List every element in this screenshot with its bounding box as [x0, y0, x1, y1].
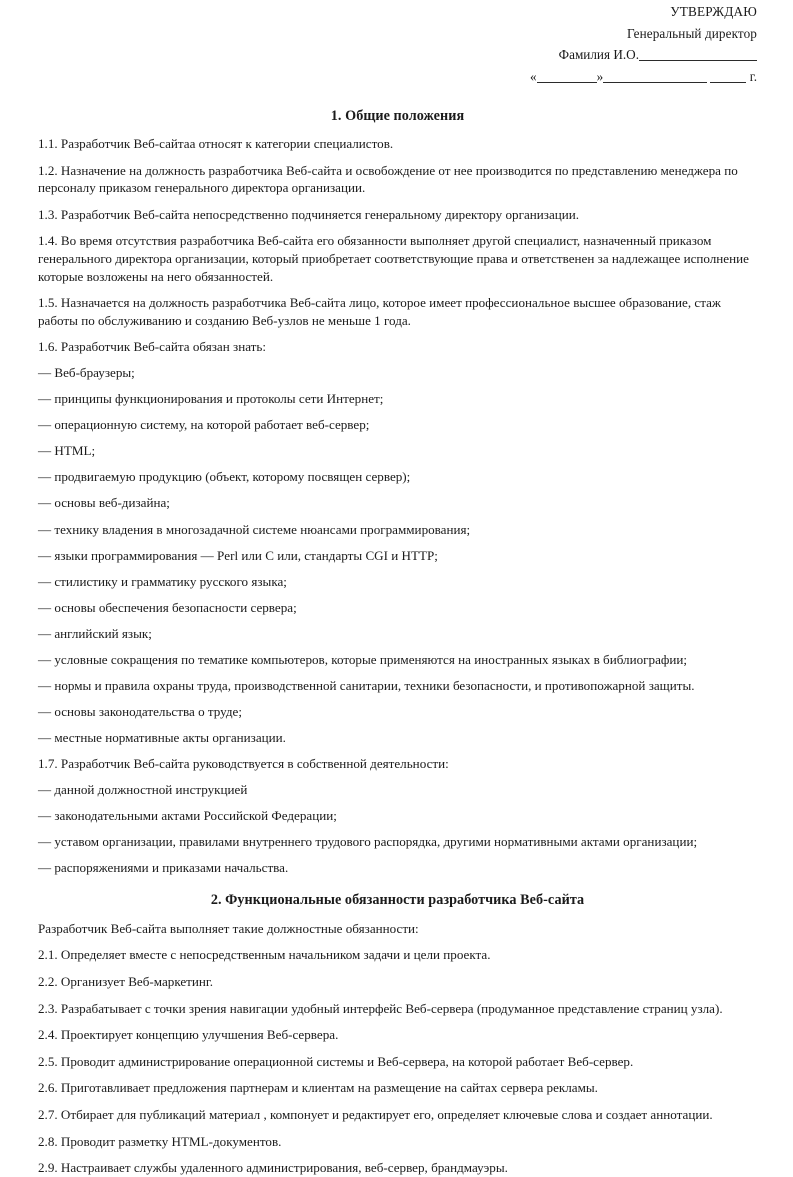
approval-title: УТВЕРЖДАЮ	[670, 4, 757, 19]
list-item: — операционную систему, на которой работает веб-сервер;	[38, 417, 370, 433]
list-item: — основы веб-дизайна;	[38, 495, 170, 511]
paragraph-1-1: 1.1. Разработчик Веб-сайтаа относят к категории специалистов.	[38, 136, 394, 151]
section-2-heading: 2. Функциональные обязанности разработчика Веб-сайта	[210, 891, 585, 908]
duty-item: 2.8. Проводит разметку HTML-документов.	[38, 1133, 282, 1149]
list-item: — местные нормативные акты организации.	[38, 730, 286, 746]
duty-item: 2.9. Настраивает службы удаленного администрирования, веб-сервер, брандмауэры.	[38, 1160, 508, 1176]
duties-list	[38, 946, 757, 1176]
paragraph-1-7: 1.7. Разработчик Веб-сайта руководствуется в собственной деятельности:	[38, 756, 449, 772]
section-2	[38, 891, 757, 909]
approval-name-label: Фамилия И.О.	[558, 47, 639, 62]
duty-item: 2.4. Проектирует концепцию улучшения Веб-сервера.	[38, 1027, 339, 1043]
list-item: — языки программирования — Perl или C или, стандарты CGI и HTTP;	[38, 547, 438, 563]
paragraph-1-2: 1.2. Назначение на должность разработчика Веб-сайта и освобождение от нее производится по представлению менеджера по персоналу приказом генерального директора организации.	[38, 162, 738, 196]
duty-item: 2.3. Разрабатывает с точки зрения навигации удобный интерфейс Веб-сервера (продуманное представление страниц узла).	[38, 1000, 723, 1016]
list-item: — HTML;	[38, 443, 96, 459]
knowledge-requirements-list	[38, 364, 757, 747]
approval-header	[38, 0, 757, 87]
list-item: — стилистику и грамматику русского языка;	[38, 573, 287, 589]
approval-role: Генеральный директор	[626, 25, 757, 41]
date-year-blank	[710, 82, 746, 83]
list-item: — нормы и правила охраны труда, производственной санитарии, техники безопасности, и противопожарной защиты.	[38, 678, 695, 694]
duty-item: 2.5. Проводит администрирование операционной системы и Веб-сервера, на которой работает Веб-сервер.	[38, 1053, 634, 1069]
paragraph-1-3: 1.3. Разработчик Веб-сайта непосредственно подчиняется генеральному директору организации.	[38, 206, 580, 222]
guidance-documents-list	[38, 781, 757, 877]
duty-item: 2.2. Организует Веб-маркетинг.	[38, 974, 214, 989]
list-item: — Веб-браузеры;	[38, 364, 135, 380]
list-item: — основы обеспечения безопасности сервера;	[38, 599, 297, 615]
list-item: — законодательными актами Российской Федерации;	[38, 808, 337, 824]
paragraph-1-6: 1.6. Разработчик Веб-сайта обязан знать:	[38, 339, 267, 355]
approval-date-line	[38, 66, 757, 88]
section-1-heading: 1. Общие положения	[330, 108, 465, 124]
date-year-suffix: г.	[749, 68, 757, 84]
date-day-blank	[537, 82, 597, 83]
list-item: — распоряжениями и приказами начальства.	[38, 860, 289, 876]
list-item: — условные сокращения по тематике компьютеров, которые применяются на иностранных языках в библиографии;	[38, 651, 688, 667]
section-2-lead: Разработчик Веб-сайта выполняет такие должностные обязанности:	[38, 920, 419, 936]
section-1	[38, 107, 757, 125]
approval-name-line	[38, 44, 757, 66]
paragraph-1-4: 1.4. Во время отсутствия разработчика Веб-сайта его обязанности выполняет другой специалист, назначенный приказом генерального директора организации, который приобретает соответствующие права и ответственен за надлежащее исполнение которые возложены на него обязанностей.	[38, 233, 749, 284]
duty-item: 2.1. Определяет вместе с непосредственным начальником задачи и цели проекта.	[38, 947, 491, 963]
duty-item: 2.6. Приготавливает предложения партнерам и клиентам на размещение на сайтах сервера рекламы.	[38, 1080, 598, 1096]
date-open-quote: «	[530, 68, 537, 84]
list-item: — технику владения в многозадачной системе нюансами программирования;	[38, 521, 471, 537]
list-item: — принципы функционирования и протоколы сети Интернет;	[38, 391, 384, 407]
list-item: — основы законодательства о труде;	[38, 704, 242, 720]
list-item: — данной должностной инструкцией	[38, 781, 248, 797]
list-item: — продвигаемую продукцию (объект, которому посвящен сервер);	[38, 469, 411, 485]
date-month-blank	[603, 82, 707, 83]
approval-name-blank	[639, 60, 757, 61]
list-item: — английский язык;	[38, 625, 152, 641]
duty-item: 2.7. Отбирает для публикаций материал , компонует и редактирует его, определяет ключевые слова и создает аннотации.	[38, 1106, 713, 1122]
list-item: — уставом организации, правилами внутреннего трудового распорядка, другими нормативными актами организации;	[38, 834, 698, 850]
paragraph-1-5: 1.5. Назначается на должность разработчика Веб-сайта лицо, которое имеет профессиональное высшее образование, стаж работы по обслуживанию и созданию Веб-узлов не меньше 1 года.	[38, 295, 721, 328]
date-close-quote: »	[596, 68, 604, 84]
